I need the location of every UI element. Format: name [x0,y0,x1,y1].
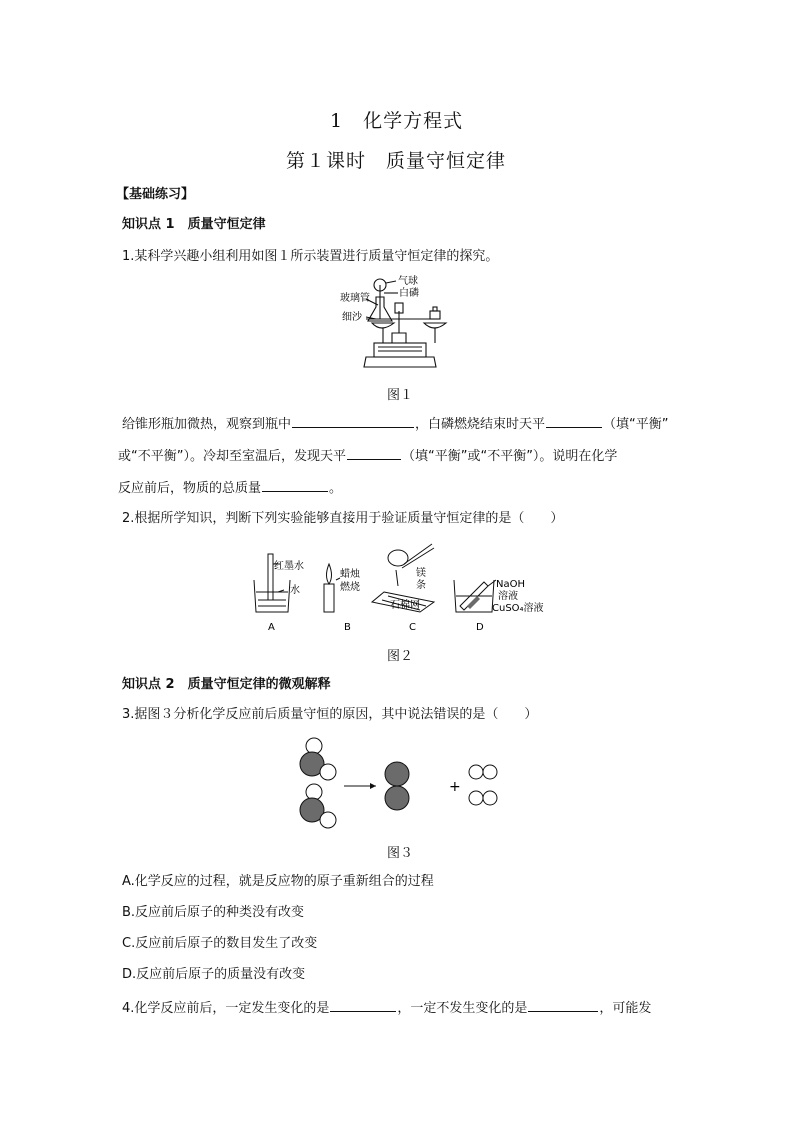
q4-part-a: 4.化学反应前后，一定发生变化的是 [122,1001,330,1016]
question-4-text [122,998,651,1018]
atom-small-8 [483,791,497,805]
q1-line1-part-a: 给锥形瓶加微热，观察到瓶中 [122,417,292,432]
q1-blank-1[interactable] [292,414,414,428]
molecule-reaction-illustration [294,736,504,832]
atom-small-2 [320,764,336,780]
fig2-c-label-mg: 镁 [416,568,426,579]
question-1-line-3 [118,478,342,498]
question-1-text: 1.某科学兴趣小组利用如图１所示装置进行质量守恒定律的探究。 [122,249,499,264]
q1-line3-part-a: 反应前后，物质的总质量 [118,481,262,496]
fig2-d-letter: D [476,622,484,633]
q3-option-b: B.反应前后原子的种类没有改变 [122,905,305,920]
question-3-text: 3.据图３分析化学反应前后质量守恒的原因，其中说法错误的是（ ） [122,707,538,722]
figure-3-molecules [294,736,504,832]
atom-large-3 [385,762,409,786]
q3-option-d: D.反应前后原子的质量没有改变 [122,967,306,982]
q1-line3-part-b: 。 [329,481,343,496]
atom-small-7 [469,791,483,805]
fig2-c-letter: C [409,622,416,633]
q1-blank-4[interactable] [262,478,328,492]
figure-2-caption: 图２ [387,649,414,664]
arrow-head-icon [370,783,376,789]
q4-blank-2[interactable] [528,998,598,1012]
plus-sign: + [449,779,461,795]
fig2-c-label-asbestos: 石棉网 [390,600,420,611]
fig2-d-label-solution: 溶液 [498,591,518,602]
fig2-a-label-red-ink: 红墨水 [274,561,304,572]
q1-line2-part-a: 或“不平衡”）。冷却至室温后，发现天平 [118,449,346,464]
q4-part-b: ，一定不发生变化的是 [397,1001,528,1016]
fig2-c-label-strip: 条 [416,580,426,591]
balance-illustration [336,275,456,375]
experiments-illustration [244,540,560,636]
question-1-line-2 [118,446,617,466]
question-2-text: 2.根据所学知识，判断下列实验能够直接用于验证质量守恒定律的是（ ） [122,511,564,526]
q4-part-c: ，可能发 [599,1001,652,1016]
fig2-d-label-cuso4: CuSO₄溶液 [492,603,544,614]
q1-line1-part-b: ，白磷燃烧结束时天平 [415,417,546,432]
fig2-b-label-candle: 蜡烛 [340,569,360,580]
figure-1-caption: 图１ [387,388,414,403]
knowledge-point-2-heading: 知识点 2 质量守恒定律的微观解释 [122,677,331,692]
label-sand: 细沙 [342,312,362,323]
question-1-line-1 [122,414,669,434]
figure-2-experiments [244,540,560,636]
fig2-a-letter: A [268,622,275,633]
q1-blank-3[interactable] [347,446,401,460]
label-balloon: 气球 [398,276,418,287]
section-label: 【基础练习】 [116,187,195,202]
q3-option-c: C.反应前后原子的数目发生了改变 [122,936,318,951]
atom-small-4 [320,812,336,828]
lesson-title: 第１课时 质量守恒定律 [286,150,507,172]
atom-small-1 [306,738,322,754]
q3-option-a: A.化学反应的过程，就是反应物的原子重新组合的过程 [122,874,434,889]
fig2-a-label-water: 水 [290,585,300,596]
fig2-b-letter: B [344,622,351,633]
fig2-d-label-naoh: NaOH [496,579,525,590]
knowledge-point-1-heading: 知识点 1 质量守恒定律 [122,217,266,232]
q1-line2-part-b: （填“平衡”或“不平衡”）。说明在化学 [401,449,618,464]
atom-large-4 [385,786,409,810]
atom-small-5 [469,765,483,779]
q4-blank-1[interactable] [330,998,396,1012]
figure-1-balance [336,275,456,375]
figure-3-caption: 图３ [387,846,414,861]
chapter-title: 1 化学方程式 [330,110,464,132]
atom-small-6 [483,765,497,779]
atom-small-3 [306,784,322,800]
label-white-phosphorus: 白磷 [399,288,419,299]
label-glass-tube: 玻璃管 [340,293,370,304]
fig2-b-label-burning: 燃烧 [340,582,360,593]
q1-blank-2[interactable] [546,414,602,428]
q1-line1-part-c: （填“平衡” [603,417,669,432]
